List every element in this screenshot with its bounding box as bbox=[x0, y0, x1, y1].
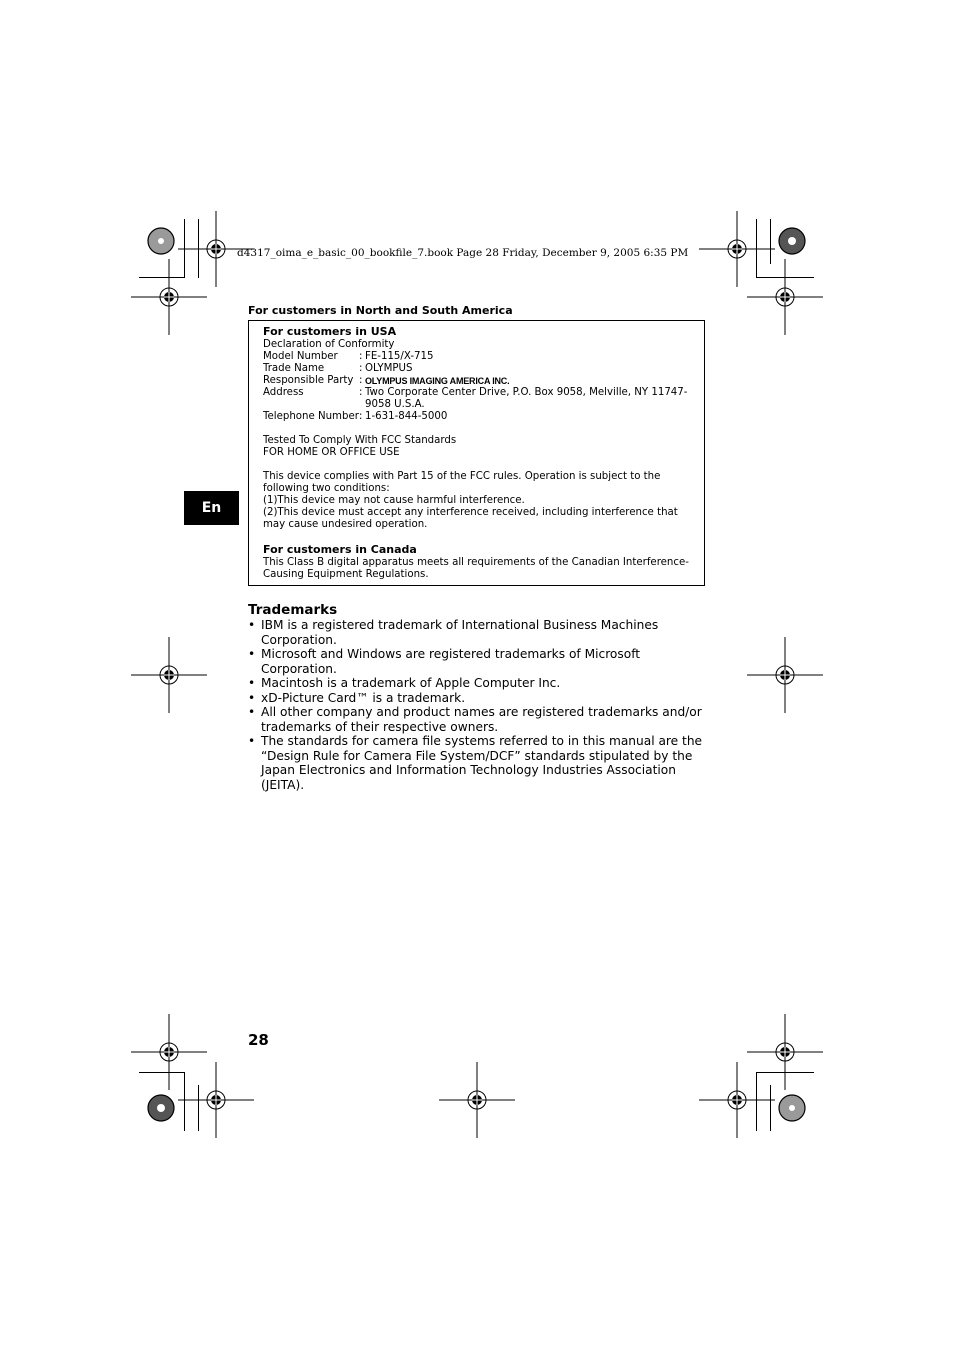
list-item: • IBM is a registered trademark of International Business Machines Corporation. bbox=[248, 618, 708, 647]
canada-text: This Class B digital apparatus meets all requirements of the Canadian Interference-Causing Equipment Regulations. bbox=[263, 557, 689, 580]
print-header: d4317_oima_e_basic_00_bookfile_7.book Page 28 Friday, December 9, 2005 6:35 PM bbox=[237, 247, 689, 259]
condition-2: (2)This device must accept any interference received, including interference that may cause undesired operation. bbox=[263, 507, 678, 530]
condition-1: (1)This device may not cause harmful interference. bbox=[263, 495, 525, 506]
section-title: For customers in North and South America bbox=[248, 304, 513, 317]
list-item: • xD-Picture Card™ is a trademark. bbox=[248, 691, 708, 706]
list-item: • Microsoft and Windows are registered trademarks of Microsoft Corporation. bbox=[248, 647, 708, 676]
olympus-imaging-logo: OLYMPUS IMAGING AMERICA INC. bbox=[365, 376, 510, 386]
list-item: • The standards for camera file systems referred to in this manual are the “Design Rule for Camera File System/DCF” standards stipulated by the Japan Electronics and Information Technology Industries Association (JEITA). bbox=[248, 734, 708, 792]
declaration-title: Declaration of Conformity bbox=[263, 339, 395, 350]
language-tab: En bbox=[184, 491, 239, 525]
fcc-declaration-box bbox=[248, 320, 705, 586]
trademarks-list bbox=[248, 618, 708, 792]
home-office-line: FOR HOME OR OFFICE USE bbox=[263, 447, 400, 458]
trade-name-row: Trade Name : OLYMPUS bbox=[263, 363, 413, 374]
page-number: 28 bbox=[248, 1031, 269, 1049]
compliance-paragraph: This device complies with Part 15 of the FCC rules. Operation is subject to the following two conditions: bbox=[263, 471, 661, 494]
list-item: • Macintosh is a trademark of Apple Computer Inc. bbox=[248, 676, 708, 691]
usa-heading: For customers in USA bbox=[263, 325, 397, 338]
model-number-row: Model Number : FE-115/X-715 bbox=[263, 351, 434, 362]
trademarks-title: Trademarks bbox=[248, 602, 338, 618]
address-row: Address : Two Corporate Center Drive, P.O. Box 9058, Melville, NY 11747-9058 U.S.A. bbox=[263, 387, 688, 410]
telephone-row: Telephone Number : 1-631-844-5000 bbox=[263, 411, 448, 422]
list-item: • All other company and product names are registered trademarks and/or trademarks of their respective owners. bbox=[248, 705, 708, 734]
canada-heading: For customers in Canada bbox=[263, 543, 417, 556]
tested-line: Tested To Comply With FCC Standards bbox=[263, 435, 457, 446]
responsible-party-row: Responsible Party : OLYMPUS IMAGING AMERICA INC. bbox=[263, 375, 695, 387]
